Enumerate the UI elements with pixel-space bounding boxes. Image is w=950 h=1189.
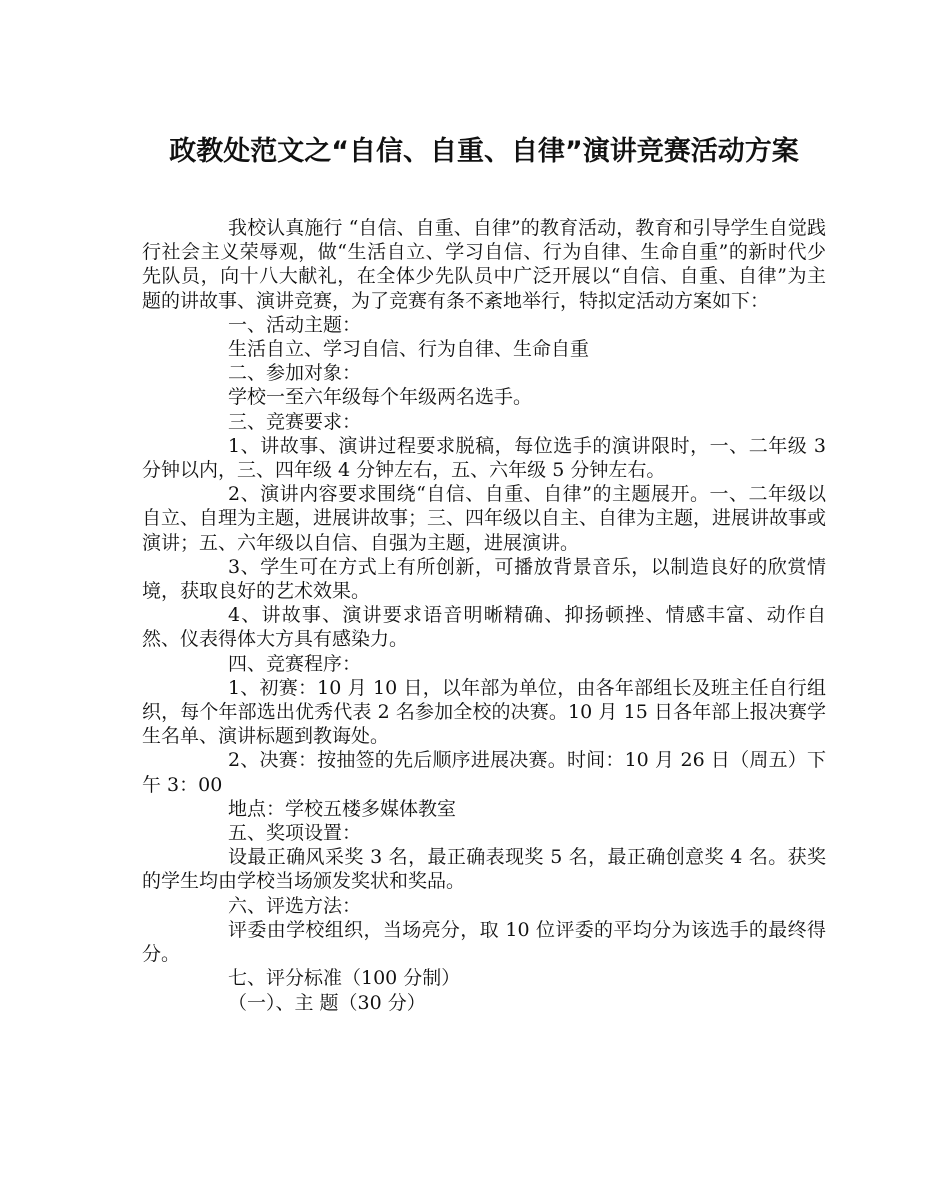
- section-heading-theme: 一、活动主题：: [228, 313, 362, 336]
- intro-paragraph: 我校认真施行 “自信、自重、自律”的教育活动，教育和引导学生自觉践行社会主义荣辱观，做“生活自立、学习自信、行为自律、生命自重”的新时代少先队员，向十八大献礼，在全体少先队员中广泛开展以“自信、自重、自律”为主题的讲故事、演讲竞赛，为了竞赛有条不紊地举行，特拟定活动方案如下：: [142, 217, 826, 312]
- participants-text: 学校一至六年级每个年级两名选手。: [228, 386, 533, 409]
- procedure-item: 1、初赛：10 月 10 日，以年部为单位，由各年部组长及班主任自行组织，每个年部选出优秀代表 2 名参加全校的决赛。10 月 15 日各年部上报决赛学生名单、演讲标题到教诲处。: [142, 676, 826, 748]
- venue-text: 地点：学校五楼多媒体教室: [228, 797, 457, 820]
- requirement-item: 2、演讲内容要求围绕“自信、自重、自律”的主题展开。一、二年级以自立、自理为主题，进展讲故事；三、四年级以自主、自律为主题，进展讲故事或演讲；五、六年级以自信、自强为主题，进展演讲。: [142, 483, 827, 554]
- requirement-item: 4、讲故事、演讲要求语音明晰精确、抑扬顿挫、情感丰富、动作自然、仪表得体大方具有感染力。: [142, 604, 826, 651]
- theme-text: 生活自立、学习自信、行为自律、生命自重: [228, 338, 590, 361]
- section-heading-participants: 二、参加对象：: [228, 362, 362, 385]
- section-heading-method: 六、评选方法：: [228, 894, 362, 917]
- document-page: [142, 130, 826, 1015]
- document-body: [142, 216, 826, 1015]
- document-title: 政教处范文之“自信、自重、自律”演讲竞赛活动方案: [169, 136, 799, 167]
- section-heading-procedure: 四、竞赛程序：: [228, 652, 362, 675]
- awards-text: 设最正确风采奖 3 名，最正确表现奖 5 名，最正确创意奖 4 名。获奖的学生均由学校当场颁发奖状和奖品。: [142, 846, 826, 893]
- section-heading-awards: 五、奖项设置：: [228, 822, 362, 845]
- requirement-item: 3、学生可在方式上有所创新，可播放背景音乐，以制造良好的欣赏情境，获取良好的艺术效果。: [142, 555, 826, 603]
- section-heading-requirements: 三、竞赛要求：: [228, 410, 362, 433]
- procedure-item: 2、决赛：按抽签的先后顺序进展决赛。时间：10 月 26 日（周五）下午 3：00: [142, 749, 826, 796]
- section-heading-scoring: 七、评分标准（100 分制）: [228, 967, 461, 990]
- requirement-item: 1、讲故事、演讲过程要求脱稿，每位选手的演讲限时，一、二年级 3 分钟以内，三、四年级 4 分钟左右，五、六年级 5 分钟左右。: [142, 434, 826, 482]
- scoring-subheading: （一）、主 题（30 分）: [228, 991, 426, 1014]
- method-text: 评委由学校组织，当场亮分，取 10 位评委的平均分为该选手的最终得分。: [142, 918, 826, 966]
